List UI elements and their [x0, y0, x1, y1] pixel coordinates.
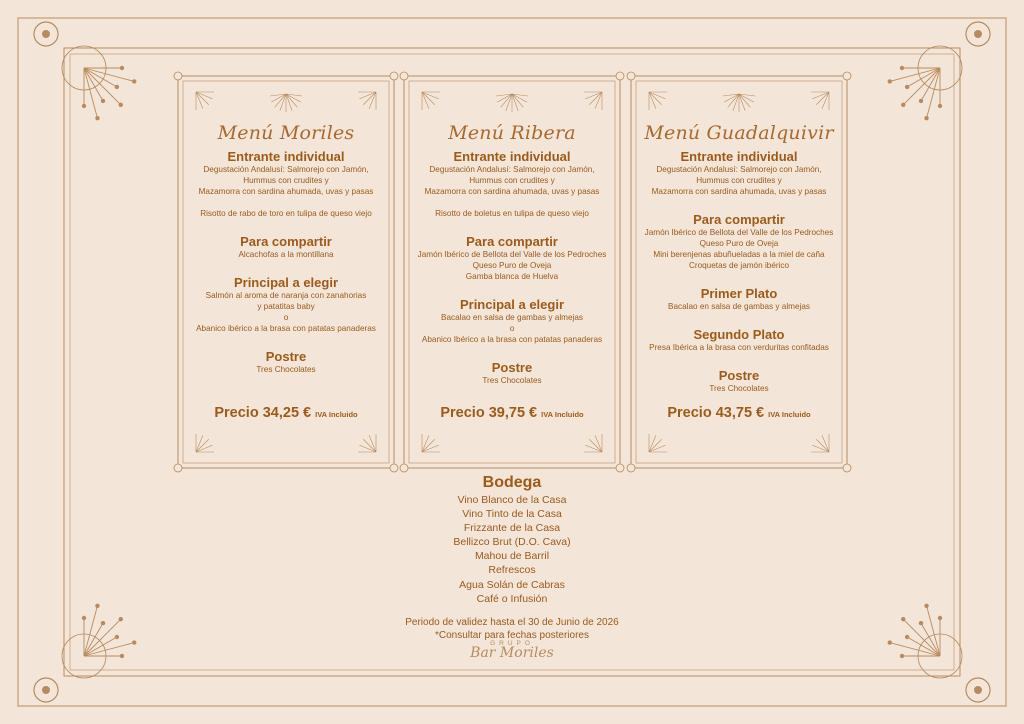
- dish-line: [184, 197, 388, 208]
- menu-price: [410, 405, 614, 421]
- logo-brand-name: Bar Moriles: [470, 645, 554, 661]
- section-heading: Principal a elegir: [459, 297, 565, 312]
- dish-line: Hummus con crudites y: [243, 176, 329, 185]
- dish-line: o: [283, 313, 289, 322]
- card-corner-icon: [390, 72, 398, 80]
- validity-note: [312, 616, 712, 642]
- sunburst-dot-icon: [82, 616, 86, 620]
- sunburst-ray: [84, 68, 134, 81]
- sunburst-dot-icon: [900, 66, 904, 70]
- drink-item: Café o Infusión: [476, 592, 548, 605]
- sunburst-dot-icon: [119, 103, 123, 107]
- section-heading: Entrante individual: [680, 149, 798, 164]
- drink-item: Frizzante de la Casa: [463, 522, 561, 535]
- section-heading: Entrante individual: [227, 149, 345, 164]
- vat-note: IVA Incluido: [541, 410, 584, 419]
- dish-line: Mazamorra con sardina ahumada, uvas y pasas: [198, 187, 374, 196]
- drink-item: Bellizco Brut (D.O. Cava): [453, 536, 571, 549]
- dish-line: Hummus con crudites y: [696, 176, 782, 185]
- dish-line: Abanico Ibérico a la brasa con patatas panaderas: [421, 335, 603, 344]
- menu-card-moriles: [184, 78, 388, 466]
- menu-card-ribera: [410, 78, 614, 466]
- sunburst-dot-icon: [115, 635, 119, 639]
- sunburst-ray: [890, 643, 940, 656]
- price-value: Precio 39,75 €: [440, 405, 538, 421]
- sunburst-dot-icon: [132, 79, 136, 83]
- section-heading: Primer Plato: [700, 286, 778, 301]
- dish-line: Queso Puro de Oveja: [472, 261, 552, 270]
- menu-title: Menú Ribera: [448, 122, 576, 144]
- card-corner-icon: [627, 464, 635, 472]
- menu-title: Menú Moriles: [217, 122, 355, 144]
- corner-dot-icon: [42, 30, 50, 38]
- sunburst-dot-icon: [919, 621, 923, 625]
- sunburst-dot-icon: [924, 116, 928, 120]
- sunburst-ray: [890, 68, 940, 81]
- validity-footnote: *Consultar para fechas posteriores: [435, 630, 589, 641]
- dish-line: Risotto de rabo de toro en tulipa de queso viejo: [200, 209, 372, 218]
- dish-line: Bacalao en salsa de gambas y almejas: [668, 302, 810, 311]
- dish-line: Alcachofas a la montillana: [238, 250, 334, 259]
- menu-price: [637, 405, 841, 421]
- sunburst-ray: [84, 68, 97, 118]
- dish-line: y patatitas baby: [257, 302, 315, 311]
- corner-dot-icon: [974, 686, 982, 694]
- sunburst-ray: [927, 606, 940, 656]
- menu-card-guadalquivir: [637, 78, 841, 466]
- sunburst-dot-icon: [901, 103, 905, 107]
- brand-logo: [452, 640, 572, 661]
- dish-line: Jamón Ibérico de Bellota del Valle de los Pedroches: [417, 250, 607, 259]
- sunburst-dot-icon: [101, 99, 105, 103]
- validity-date: Periodo de validez hasta el 30 de Junio de 2026: [405, 617, 619, 628]
- sunburst-dot-icon: [905, 635, 909, 639]
- sunburst-dot-icon: [120, 66, 124, 70]
- dish-line: Bacalao en salsa de gambas y almejas: [441, 313, 583, 322]
- card-corner-icon: [616, 464, 624, 472]
- dish-line: Queso Puro de Oveja: [699, 239, 779, 248]
- card-corner-icon: [843, 72, 851, 80]
- dish-line: Tres Chocolates: [709, 384, 769, 393]
- dish-line: Presa Ibérica a la brasa con verduritas confitadas: [649, 343, 829, 352]
- dish-line: Degustación Andalusí: Salmorejo con Jamón,: [429, 165, 595, 174]
- card-corner-icon: [616, 72, 624, 80]
- section-heading: Postre: [491, 360, 533, 375]
- dish-line: Abanico ibérico a la brasa con patatas panaderas: [196, 324, 376, 333]
- card-corner-icon: [390, 464, 398, 472]
- dish-line: Salmón al aroma de naranja con zanahorias: [205, 291, 367, 300]
- sunburst-dot-icon: [901, 617, 905, 621]
- dish-line: o: [509, 324, 515, 333]
- drink-item: Agua Solán de Cabras: [459, 578, 565, 591]
- sunburst-dot-icon: [120, 654, 124, 658]
- card-corner-icon: [174, 464, 182, 472]
- dish-line: Tres Chocolates: [482, 376, 542, 385]
- dish-line: Mazamorra con sardina ahumada, uvas y pasas: [424, 187, 600, 196]
- vat-note: IVA Incluido: [768, 410, 811, 419]
- dish-line: Croquetas de jamón ibérico: [688, 261, 790, 270]
- section-heading: Postre: [718, 368, 760, 383]
- dish-line: Risotto de boletus en tulipa de queso viejo: [435, 209, 589, 218]
- sunburst-ray: [927, 68, 940, 118]
- sunburst-dot-icon: [115, 85, 119, 89]
- dish-line: [410, 197, 614, 208]
- sunburst-ray: [84, 606, 97, 656]
- sunburst-dot-icon: [900, 654, 904, 658]
- sunburst-dot-icon: [95, 604, 99, 608]
- sunburst-dot-icon: [101, 621, 105, 625]
- drink-item: Vino Tinto de la Casa: [462, 508, 562, 521]
- logo-group-text: GRUPO: [490, 640, 534, 647]
- section-heading: Para compartir: [466, 234, 558, 249]
- wine-list-title: Bodega: [482, 474, 542, 491]
- sunburst-dot-icon: [95, 116, 99, 120]
- card-corner-icon: [400, 464, 408, 472]
- section-heading: Postre: [265, 349, 307, 364]
- drink-item: Vino Blanco de la Casa: [457, 494, 567, 506]
- section-heading: Principal a elegir: [233, 275, 339, 290]
- dish-line: Degustación Andalusí: Salmorejo con Jamón,: [203, 165, 369, 174]
- sunburst-dot-icon: [888, 79, 892, 83]
- sunburst-dot-icon: [82, 104, 86, 108]
- dish-line: Hummus con crudites y: [469, 176, 555, 185]
- card-corner-icon: [627, 72, 635, 80]
- sunburst-dot-icon: [132, 640, 136, 644]
- sunburst-dot-icon: [905, 85, 909, 89]
- sunburst-dot-icon: [938, 104, 942, 108]
- sunburst-dot-icon: [119, 617, 123, 621]
- dish-line: Gamba blanca de Huelva: [465, 272, 559, 281]
- menu-price: [184, 405, 388, 421]
- price-value: Precio 34,25 €: [214, 405, 312, 421]
- drink-item: Mahou de Barril: [474, 550, 550, 563]
- menu-title: Menú Guadalquivir: [644, 122, 834, 144]
- corner-dot-icon: [42, 686, 50, 694]
- card-corner-icon: [843, 464, 851, 472]
- sunburst-ray: [84, 643, 134, 656]
- sunburst-dot-icon: [924, 604, 928, 608]
- section-heading: Segundo Plato: [693, 327, 785, 342]
- dish-line: Mazamorra con sardina ahumada, uvas y pasas: [651, 187, 827, 196]
- sunburst-dot-icon: [919, 99, 923, 103]
- section-heading: Entrante individual: [453, 149, 571, 164]
- section-heading: Para compartir: [240, 234, 332, 249]
- dish-line: Mini berenjenas abuñueladas a la miel de caña: [653, 250, 825, 259]
- sunburst-dot-icon: [938, 616, 942, 620]
- dish-line: Jamón Ibérico de Bellota del Valle de los Pedroches: [644, 228, 834, 237]
- dish-line: Degustación Andalusí: Salmorejo con Jamón,: [656, 165, 822, 174]
- drink-item: Refrescos: [488, 564, 536, 577]
- price-value: Precio 43,75 €: [667, 405, 765, 421]
- card-corner-icon: [400, 72, 408, 80]
- vat-note: IVA Incluido: [315, 410, 358, 419]
- sunburst-dot-icon: [888, 640, 892, 644]
- wine-list: [362, 473, 662, 606]
- dish-line: Tres Chocolates: [256, 365, 316, 374]
- section-heading: Para compartir: [693, 212, 785, 227]
- card-corner-icon: [174, 72, 182, 80]
- corner-dot-icon: [974, 30, 982, 38]
